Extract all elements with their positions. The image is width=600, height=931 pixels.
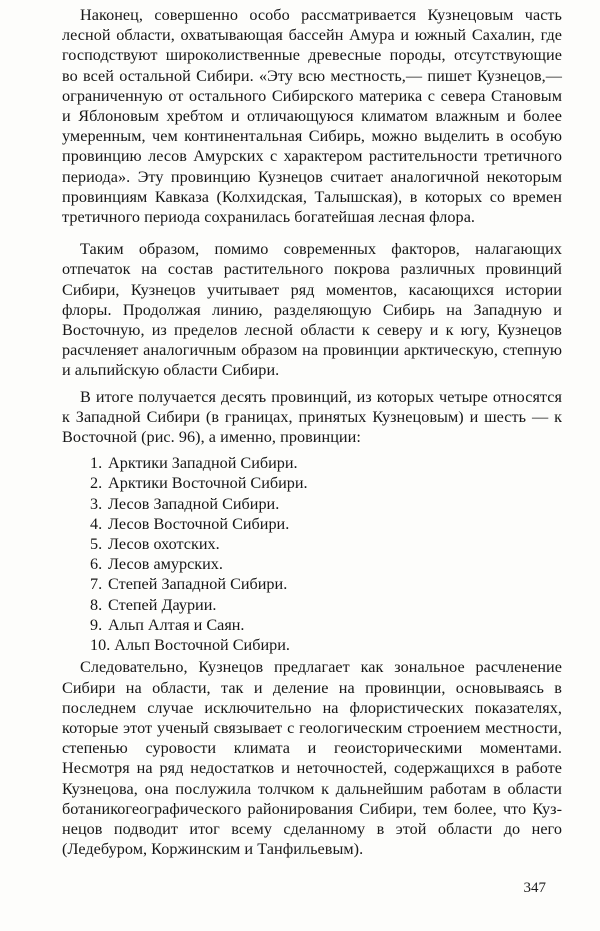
list-item-number: 1. bbox=[90, 454, 103, 473]
list-item-label: Альп Восточной Сибири. bbox=[114, 636, 290, 655]
list-item bbox=[90, 635, 562, 655]
list-item-label: Альп Алтая и Саян. bbox=[108, 615, 245, 634]
list-item bbox=[90, 615, 562, 635]
list-item-label: Лесов охотских. bbox=[108, 535, 220, 554]
list-item-label: Арктики Восточной Сибири. bbox=[108, 474, 308, 493]
list-item bbox=[90, 473, 562, 493]
page-number: 347 bbox=[523, 880, 546, 896]
list-item-number: 2. bbox=[90, 474, 103, 493]
province-list bbox=[62, 453, 562, 655]
list-item bbox=[90, 453, 562, 473]
list-item bbox=[90, 534, 562, 554]
list-item-label: Лесов Западной Сибири. bbox=[108, 494, 280, 513]
list-item-number: 7. bbox=[90, 575, 103, 594]
page-body bbox=[62, 5, 562, 859]
list-item bbox=[90, 554, 562, 574]
list-item bbox=[90, 574, 562, 594]
list-item-number: 9. bbox=[90, 615, 103, 634]
list-item bbox=[90, 514, 562, 534]
paragraph-conclusion: Следовательно, Кузнецов предлагает как зональное расчленение Сибири на области, так и деление на провинции, основываясь в последнем случае исключительно на флористических показателях, которые этот ученый связывает с геологическим строением местности, степенью суровости климата и геоисторическими моментами. Несмотря на ряд недостатков и неточностей, содержащихся в работе Кузнецова, она послужила толчком к дальнейшим работам в области ботаникогеографического районирования Сибири, тем более, что Кузнецов подводит итог всему сделанному в этой области до него (Ледебуром, Коржинским и Танфильевым). bbox=[62, 658, 562, 859]
list-item-number: 8. bbox=[90, 595, 103, 614]
list-item-label: Лесов амурских. bbox=[108, 555, 223, 574]
paragraph-amur-province: Наконец, совершенно особо рассматривается Кузнецовым часть лесной области, охватывающая бассейн Амура и южный Сахалин, где господствуют широколиственные древесные породы, отсутствующие во всей остальной Сибири. «Эту всю местность,— пишет Кузнецов,— ограниченную от остального Сибирского материка с севера Становым и Яблоновым хребтом и отличающуюся климатом влажным и более умеренным, чем континентальная Сибирь, можно выделить в особую провинцию лесов Амурских с характером растительности третичного периода». Эту провинцию Кузнецов считает аналогичной некоторым провинциям Кавказа (Колхидская, Талышская), в которых со времен третичного периода сохранилась богатейшая лесная флора. bbox=[62, 6, 562, 227]
list-item-label: Степей Западной Сибири. bbox=[108, 575, 288, 594]
list-item-label: Лесов Восточной Сибири. bbox=[108, 514, 290, 533]
list-item-number: 10. bbox=[90, 636, 111, 655]
list-item bbox=[90, 595, 562, 615]
list-item-label: Арктики Западной Сибири. bbox=[108, 454, 298, 473]
paragraph-flora-history: Таким образом, помимо современных факторов, налагающих отпечаток на состав растительного покрова различных провинций Сибири, Кузнецов учитывает ряд моментов, касающихся истории флоры. Продолжая линию, разделяющую Сибирь на Западную и Восточную, из пределов лесной области к северу и к югу, Кузнецов расчленяет аналогичным образом на провинции арктическую, степную и альпийскую области Сибири. bbox=[62, 240, 562, 380]
list-item-label: Степей Даурии. bbox=[108, 595, 217, 614]
list-item-number: 3. bbox=[90, 494, 103, 513]
list-item-number: 6. bbox=[90, 555, 103, 574]
list-item-number: 4. bbox=[90, 514, 103, 533]
list-item-number: 5. bbox=[90, 535, 103, 554]
list-item bbox=[90, 494, 562, 514]
paragraph-ten-provinces: В итоге получается десять провинций, из которых четыре относятся к Западной Сибири (в границах, принятых Кузнецовым) и шесть — к Восточной (рис. 96), а именно, провинции: bbox=[62, 387, 562, 447]
